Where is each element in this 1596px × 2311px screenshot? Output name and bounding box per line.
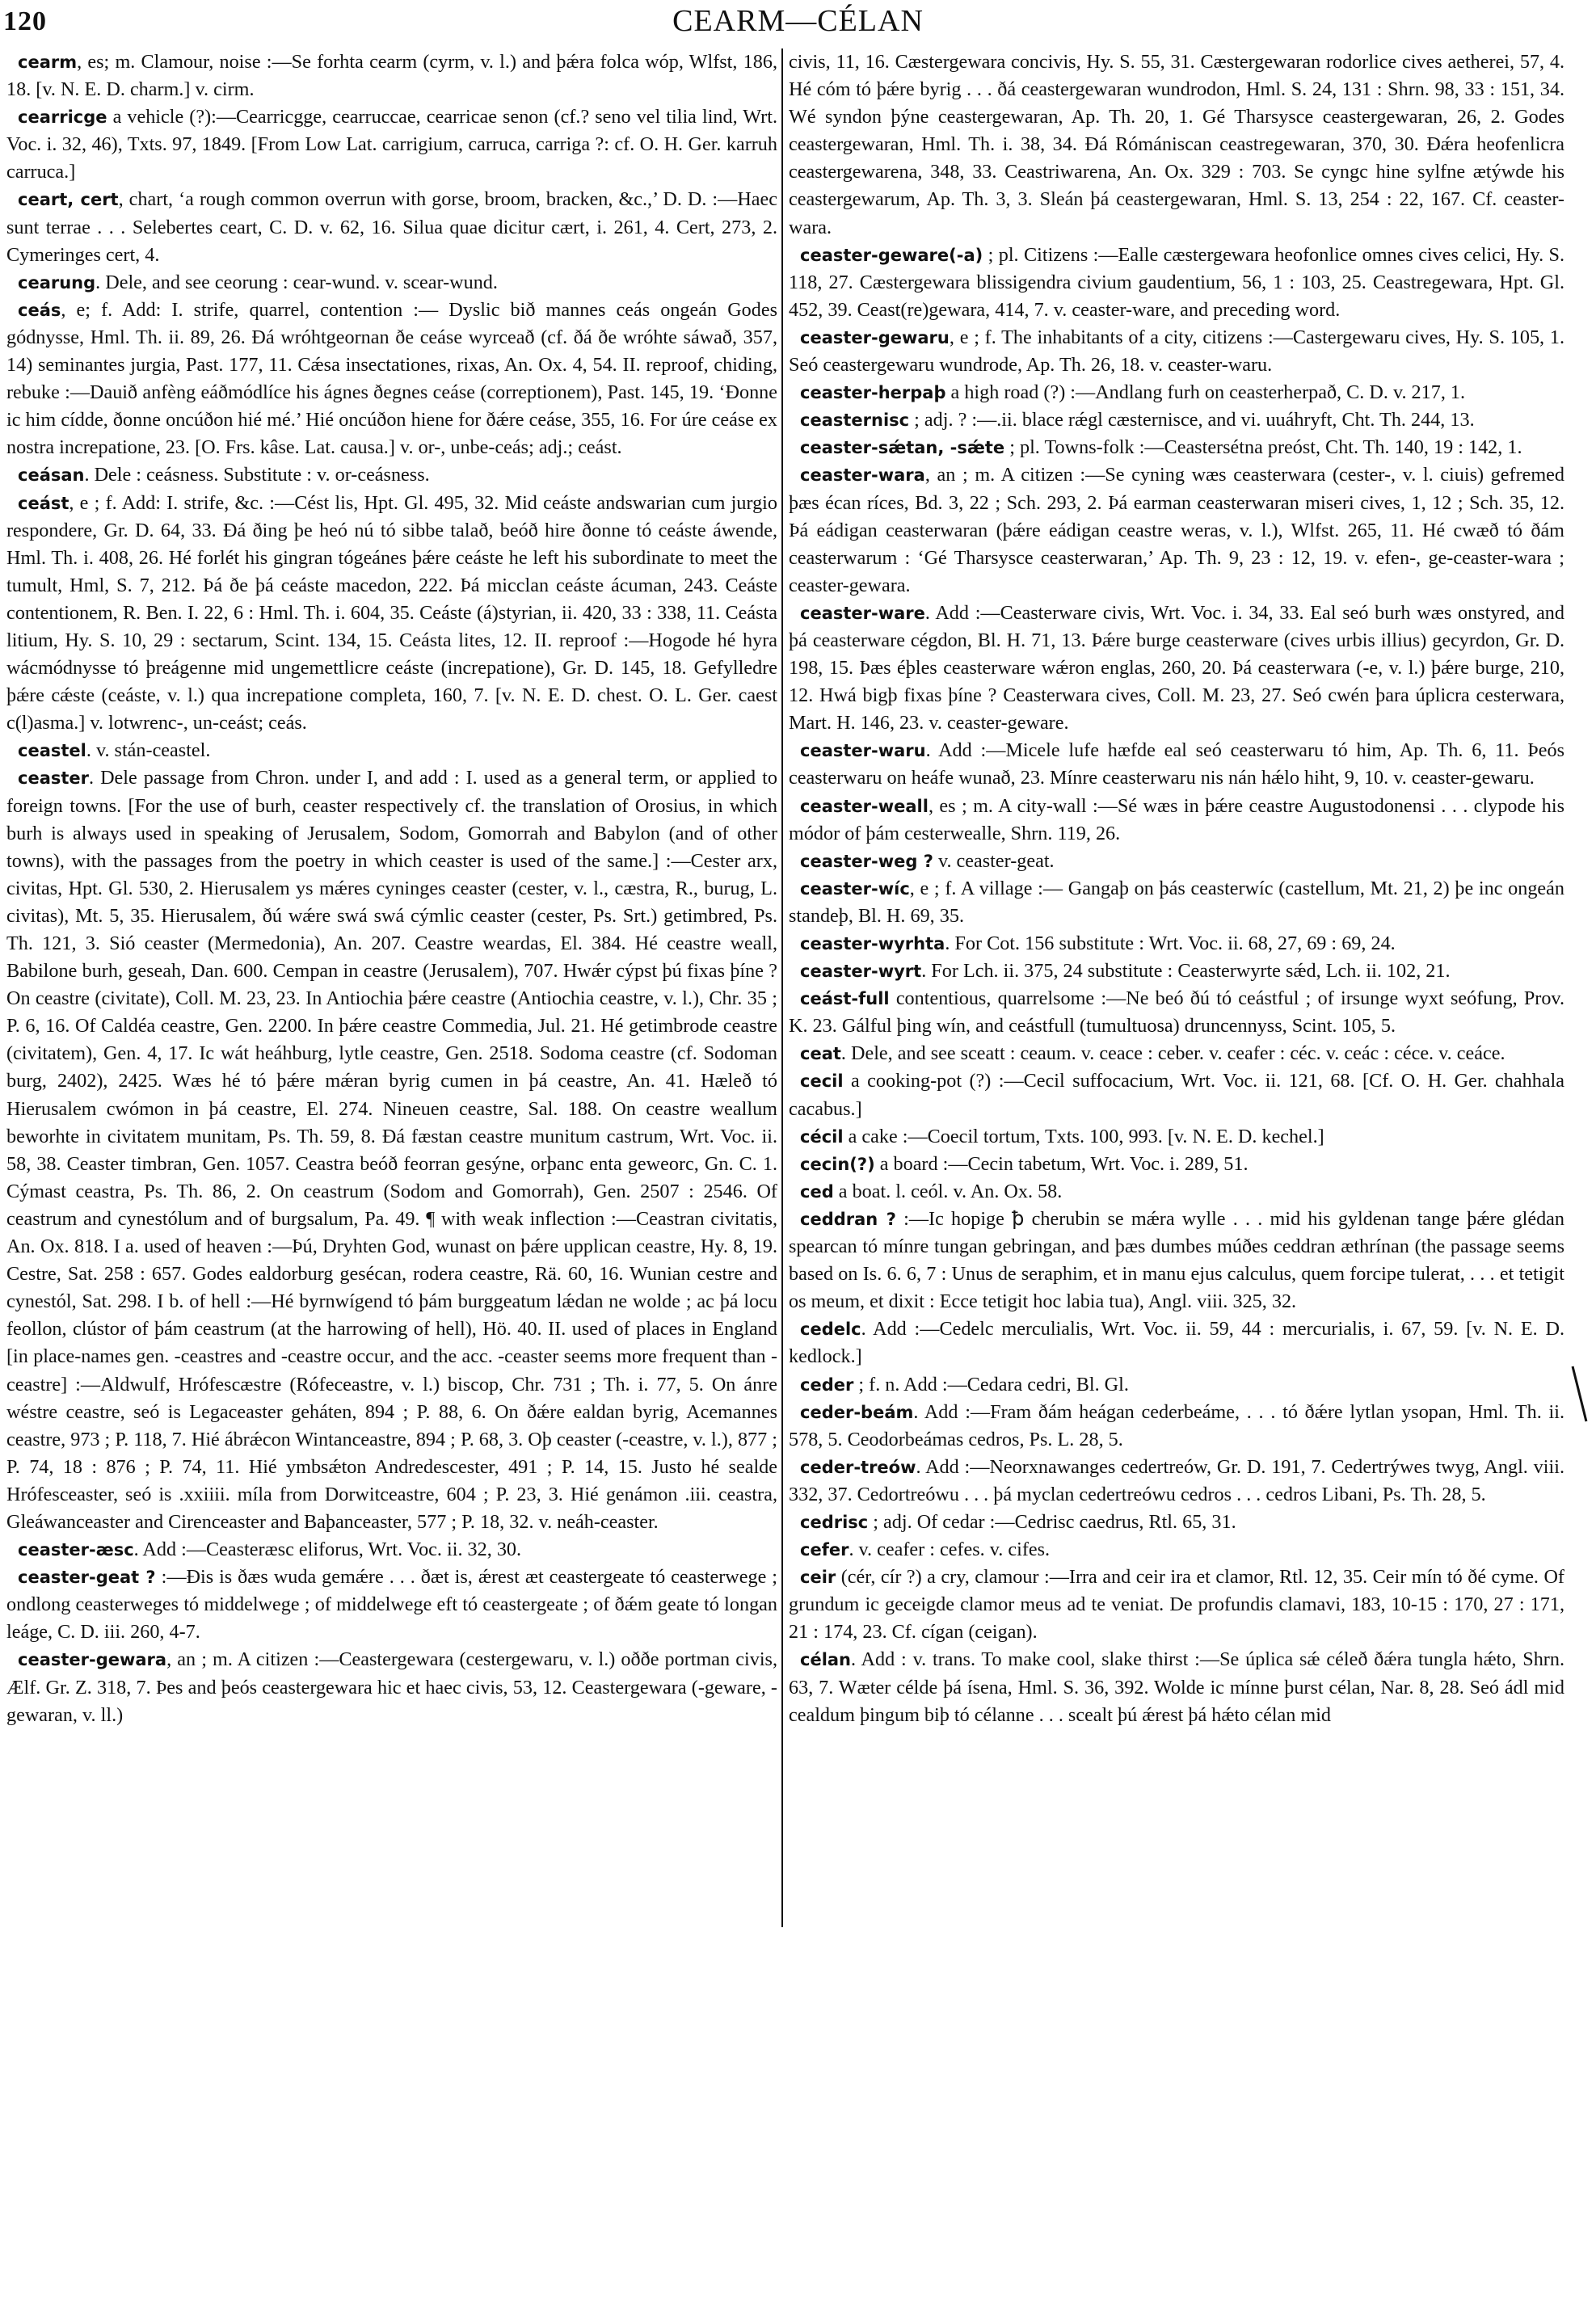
entry-body: . Add :—Micele lufe hæfde eal seó ceasterwaru tó him, Ap. Th. 6, 11. Þeós ceasterwaru on heáfe wunað, 23. Mínre ceasterwaru nis nán hǽlo hiht, 9, 10. v. ceaster-gewaru.	[789, 739, 1564, 789]
entry-headword: cécil	[800, 1126, 844, 1147]
entry-headword: ceasternisc	[800, 410, 910, 431]
dictionary-entry	[6, 48, 777, 103]
entry-body: a cooking-pot (?) :—Cecil suffocacium, Wrt. Voc. ii. 121, 68. [Cf. O. H. Ger. chahhala cacabus.]	[789, 1070, 1564, 1120]
dictionary-entry	[6, 764, 777, 1536]
entry-headword: ceaster-gewara	[18, 1650, 167, 1670]
dictionary-entry	[789, 1040, 1564, 1067]
entry-headword: ceaster-æsc	[18, 1540, 134, 1560]
entry-headword: ceaster-weg ?	[800, 851, 933, 871]
dictionary-entry	[789, 793, 1564, 848]
dictionary-entry	[6, 186, 777, 268]
entry-body: . For Lch. ii. 375, 24 substitute : Ceasterwyrte sǽd, Lch. ii. 102, 21.	[921, 960, 1451, 983]
entry-headword: cearricge	[18, 107, 107, 128]
entry-headword: ceaster-wyrhta	[800, 934, 945, 953]
entry-headword: ceaster-gewaru	[800, 327, 950, 347]
dictionary-entry	[789, 1178, 1564, 1206]
entry-headword: ceastel	[18, 741, 86, 761]
dictionary-entry	[789, 600, 1564, 737]
entry-headword: ceást	[18, 493, 69, 513]
entry-body: . Add :—Cedelc merculialis, Wrt. Voc. ii. 59, 44 : mercurialis, i. 67, 59. [v. N. E. D. kedlock.]	[789, 1318, 1564, 1368]
entry-headword: ceásan	[18, 465, 85, 486]
dictionary-entry	[6, 297, 777, 462]
dictionary-entry	[789, 48, 1564, 242]
entry-headword: ceat	[800, 1044, 841, 1064]
entry-body: a boat. l. ceól. v. An. Ox. 58.	[833, 1180, 1063, 1202]
entry-body: . Add :—Neorxnawanges cedertreów, Gr. D. 191, 7. Cedertrýwes twyg, Angl. viii. 332, 37. Cedortreówu . . . þá myclan cedertreówu cedros . . . cedros Libani, Ps. Th. 28, 5.	[789, 1455, 1564, 1505]
entry-body: . Dele passage from Chron. under I, and add : I. used as a general term, or applied to foreign towns. [For the use of burh, ceaster respectively cf. the translation of Orosius, in which burh is always used in speaking of Jerusalem, Sodom, Gomorrah and Babylon (and of other towns), with the passages from the poetry in which ceaster is used of the same.] :—Cester arx, civitas, Hpt. Gl. 530, 2. Hierusalem ys mǽres cyninges ceaster (cester, v. l., cæstra, R., burug, L. civitas), Mt. 5, 35. Hierusalem, ðú wǽre swá swá cýmlic ceaster (cester, Ps. Srt.) getimbred, Ps. Th. 121, 3. Sió ceaster (Mermedonia), An. 207. Ceastre weardas, El. 384. Hé ceastre weall, Babilone burh, geseah, Dan. 600. Cempan in ceastre (Jerusalem), 707. Hwǽr cýpst þú fixas þíne ? On ceastre (civitate), Coll. M. 23, 23. In Antiochia þǽre ceastre (Antiochia ceastre, v. l.), Chr. 35 ; P. 6, 16. Of Caldéa ceastre, Gen. 2200. In þǽre ceastre Commedia, Jul. 21. Hé getimbrode ceastre (civitatem), Gen. 4, 17. Ic wát heáhburg, lytle ceastre, Gen. 2518. Sodoma ceastre (cf. Sodoman burg, 2402), 2425. Wæs hé tó þǽre mǽran byrig cumen in þá ceastre, An. 41. Hæleð tó Hierusalem cwómon in þá ceastre, El. 274. Nineuen ceastre, Sal. 188. On ceastre weallum beworhte in civitatem munitam, Ps. Th. 59, 8. Ðá fæstan ceastre munitum castrum, Wrt. Voc. ii. 58, 38. Ceaster timbran, Gen. 1057. Ceastra beóð feorran gesýne, orþanc enta geweorc, Gn. C. 1. Cýmast ceastra, Ps. Th. 86, 2. On ceastrum (Sodom and Gomorrah), Gen. 2507 : 2546. Of ceastrum and cynestólum and of burgsalum, Pa. 49. ¶ with weak inflection :—Ceastran civitatis, An. Ox. 818. I a. used of heaven :—Þú, Dryhten God, wunast on þǽre upplican ceastre, Hy. 8, 19. Cestre, Sat. 258 : 657. Godes ealdorburg gesécan, rodera ceastre, Rä. 60, 16. Wunian cestre and cynestól, Sat. 298. I b. of hell :—Hé byrnwígend tó þám burggeatum lǽdan ne wolde ; ac þá locu feollon, clústor of þám ceastrum (at the harrowing of hell), Hö. 40. II. used of places in England [in place-names gen. -ceastres and -ceastre occur, and the acc. -ceaster seems more frequent than -ceastre] :—Aldwulf, Hrófescæstre (Rófeceastre, v. l.) biscop, Chr. 731 ; Th. i. 77, 5. On ánre wéstre ceastre, seó is Legaceaster geháten, 894 ; P. 88, 6. On ðǽre ealdan byrig, Acemannes ceastre, 973 ; P. 118, 7. Hié ábrǽcon Wintanceastre, 894 ; P. 68, 3. Oþ ceaster (-ceastre, v. l.), 877 ; P. 74, 18 : 876 ; P. 74, 11. Hié ymbsǽton Andredescester, 491 ; P. 14, 15. Justo hé sealde Hrófesceaster, seó is .xxiiii. míla from Dorwitceastre, 604 ; P. 23, 3. Hié genámon .iii. ceastra, Gleáwanceaster and Cirenceaster and Baþanceaster, 577 ; P. 18, 32. v. neáh-ceaster.	[6, 767, 777, 1533]
entry-body: (cér, cír ?) a cry, clamour :—Irra and ceir ira et clamor, Rtl. 12, 35. Ceir mín tó ðé cyme. Of grundum ic geceigde clamor meus ad te veniat. De profundis clamavi, 183, 10-15 : 170, 27 : 171, 21 : 174, 23. Cf. cígan (ceigan).	[789, 1566, 1564, 1644]
dictionary-entry	[789, 930, 1564, 958]
entry-body: , an ; m. A citizen :—Se cyning wæs ceasterwara (cester-, v. l. ciuis) gefremed þæs écan ríces, Bd. 3, 22 ; Sch. 293, 2. Þá earman ceasterwaran miseri cives, 1, 12 ; Sch. 35, 12. Þá eádigan ceasterwaran (þǽre eádigan ceastre weras, v. l.), Wlfst. 265, 11. Hé cwæð tó ðám ceasterwarum : ‘Gé Tharsysce ceasterwaran,’ Ap. Th. 9, 23 : 12, 19. v. efen-, ge-ceaster-wara ; ceaster-gewara.	[789, 464, 1564, 596]
dictionary-entry	[789, 1399, 1564, 1454]
entry-body: , chart, ‘a rough common overrun with gorse, broom, bracken, &c.,’ D. D. :—Haec sunt terrae . . . Selebertes ceart, C. D. v. 62, 16. Silua quae dicitur cært, i. 261, 4. Cert, 273, 2. Cymeringes cert, 4.	[6, 188, 777, 266]
entry-headword: ceaster-wíc	[800, 878, 910, 899]
entry-headword: ceart, cert	[18, 190, 119, 210]
entry-body: :—Ic hopige ꝥ cherubin se mǽra wylle . . . mid his gyldenan tange þǽre glédan spearcan tó mínre tungan gebringan, and þæs dumbes múðes ceddran æthrínan (the passage seems based on Is. 6. 6, 7 : Unus de seraphim, et in manu ejus calculus, quem forcipe tulerat, . . . et tetigit os meum, et dixit : Ecce tetigit hoc labia tua), Angl. viii. 325, 32.	[789, 1207, 1564, 1313]
entry-body: . Add :—Ceasteræsc eliforus, Wrt. Voc. ii. 32, 30.	[133, 1539, 522, 1561]
entry-headword: cedelc	[800, 1320, 861, 1340]
dictionary-entry	[6, 103, 777, 186]
dictionary-entry	[789, 1454, 1564, 1509]
entry-body: . v. stán-ceastel.	[86, 739, 211, 762]
entry-body: , e ; f. Add: I. strife, &c. :—Cést lis, Hpt. Gl. 495, 32. Mid ceáste andswarian cum jurgio respondere, Gr. D. 64, 33. Ðá ðing þe heó nú tó sibbe talað, beóð hire ðonne tó ceáste áwende, Hml. Th. i. 408, 26. Hé forlét his gingran tógeánes þǽre ceáste he left his subordinate to meet the tumult, Hml, S. 7, 212. Þá ðe þá ceáste macedon, 222. Þá micclan ceáste ácuman, 243. Ceáste contentionem, R. Ben. I. 22, 6 : Hml. Th. i. 604, 35. Ceáste (á)styrian, ii. 420, 33 : 338, 11. Ceásta litium, Hy. S. 10, 29 : sectarum, Scint. 134, 15. Ceásta lites, 12. II. reproof :—Hogode hé hyra wácmódnysse tó þreágenne mid ungemettlicre ceáste (increpatione), Gr. D. 145, 18. Gefylledre þǽre cǽste (ceáste, v. l.) qua increpatione completa, 160, 7. [v. N. E. D. chest. O. L. Ger. caest c(l)asma.] v. lotwrenc-, un-ceást; ceás.	[6, 491, 777, 735]
dictionary-entry	[789, 737, 1564, 792]
dictionary-entry	[789, 1067, 1564, 1122]
dictionary-entry	[6, 461, 777, 489]
column-divider	[781, 48, 783, 1927]
entry-body: a cake :—Coecil tortum, Txts. 100, 993. [v. N. E. D. kechel.]	[843, 1125, 1324, 1147]
entry-headword: ceaster-wara	[800, 465, 925, 486]
entry-body: ; adj. ? :—.ii. blace rǽgl cæsternisce, and vi. uuáhryft, Cht. Th. 244, 13.	[909, 409, 1475, 431]
entry-body: . For Cot. 156 substitute : Wrt. Voc. ii. 68, 27, 69 : 69, 24.	[945, 932, 1396, 954]
entry-headword: ceder-beám	[800, 1402, 914, 1422]
entry-headword: ceaster-waru	[800, 741, 926, 761]
entry-body: , e ; f. A village :— Gangaþ on þás ceasterwíc (castellum, Mt. 21, 2) þe inc ongeán standeþ, Bl. H. 69, 35.	[789, 877, 1564, 927]
entry-headword: ceaster-ware	[800, 603, 925, 623]
entry-body: , e ; f. The inhabitants of a city, citizens :—Castergewaru cives, Hy. S. 105, 1. Seó ceastergewaru wundrode, Ap. Th. 26, 18. v. ceaster-waru.	[789, 326, 1564, 377]
entry-body: contentious, quarrelsome :—Ne beó ðú tó ceástful ; of irsunge wyxt seófung, Prov. K. 23. Gálful þing wín, and ceástfull (tumultuosa) druncennyss, Scint. 105, 5.	[789, 987, 1564, 1038]
dictionary-entry	[789, 1123, 1564, 1151]
page-header	[0, 0, 1596, 40]
entry-headword: célan	[800, 1650, 852, 1670]
dictionary-entry	[789, 1536, 1564, 1564]
entry-body: . Add :—Ceasterware civis, Wrt. Voc. i. 34, 33. Eal seó burh wæs onstyred, and þá ceasterware cégdon, Bl. H. 71, 13. Þǽre burge ceasterware (cives urbis illius) gecyrdon, Gr. D. 198, 15. Þæs éþles ceasterware wǽron englas, 260, 20. Þá ceasterwara (-e, v. l.) þǽre burge, 210, 12. Hwá bigþ fixas þíne ? Ceasterwara cives, Coll. M. 23, 27. Seó cwén þara úplicra cesterwara, Mart. H. 146, 23. v. ceaster-geware.	[789, 601, 1564, 735]
right-column	[789, 48, 1564, 1729]
running-head: CEARM—CÉLAN	[672, 4, 924, 38]
entry-headword: cecil	[800, 1071, 844, 1092]
entry-headword: ceder	[800, 1374, 854, 1395]
entry-body: ; adj. Of cedar :—Cedrisc caedrus, Rtl. 65, 31.	[868, 1510, 1236, 1533]
dictionary-entry	[789, 958, 1564, 985]
entry-body: , es; m. Clamour, noise :—Se forhta cearm (cyrm, v. l.) and þǽra folca wóp, Wlfst, 186, 18. [v. N. E. D. charm.] v. cirm.	[6, 51, 777, 101]
dictionary-entry	[789, 1646, 1564, 1728]
page-number: 120	[3, 6, 47, 36]
entry-body: . Dele, and see ceorung : cear-wund. v. scear-wund.	[95, 271, 498, 293]
dictionary-entry	[789, 1151, 1564, 1178]
left-column	[6, 48, 777, 1729]
entry-body: ; f. n. Add :—Cedara cedri, Bl. Gl.	[853, 1373, 1129, 1395]
dictionary-entry	[6, 1564, 777, 1646]
dictionary-entry	[789, 242, 1564, 324]
entry-headword: ceaster-herpaþ	[800, 383, 946, 403]
entry-body: a high road (?) :—Andlang furh on ceasterherpað, C. D. v. 217, 1.	[945, 381, 1466, 404]
dictionary-entry	[789, 1509, 1564, 1536]
dictionary-entry	[789, 1206, 1564, 1315]
entry-headword: cearm	[18, 53, 78, 72]
entry-headword: ceaster	[18, 768, 89, 789]
dictionary-entry	[789, 1371, 1564, 1399]
stray-pen-mark	[1572, 1366, 1588, 1422]
dictionary-entry	[789, 406, 1564, 434]
dictionary-entry	[789, 434, 1564, 461]
dictionary-entry	[789, 461, 1564, 599]
entry-body: , an ; m. A citizen :—Ceastergewara (cestergewaru, v. l.) oððe portman civis, Ælf. Gr. Z. 318, 7. Þes and þeós ceastergewara hic et haec civis, 53, 12. Ceastergewara (-geware, -gewaran, v. ll.)	[6, 1648, 777, 1726]
dictionary-entry	[6, 737, 777, 764]
dictionary-entry	[789, 1315, 1564, 1370]
entry-body: . v. ceafer : cefes. v. cifes.	[849, 1539, 1051, 1561]
entry-body: . Dele, and see sceatt : ceaum. v. ceace : ceber. v. ceafer : céc. v. ceác : céce. v. ceáce.	[840, 1042, 1505, 1065]
entry-headword: cecin(?)	[800, 1154, 875, 1174]
dictionary-entry	[789, 1564, 1564, 1646]
entry-headword: ceir	[800, 1568, 836, 1588]
entry-headword: ceás	[18, 300, 61, 320]
dictionary-entry	[6, 269, 777, 297]
entry-body: :—Ðis is ðæs wuda gemǽre . . . ðæt is, ǽrest æt ceastergeate tó ceasterwege ; ondlong ceasterweges tó middelwege ; of middelwege eft tó ceastergeate ; of ðǽm geate tó longan leáge, C. D. iii. 260, 4-7.	[6, 1566, 777, 1644]
entry-headword: cearung	[18, 272, 96, 293]
entry-body: a vehicle (?):—Cearricgge, cearruccae, cearricae senon (cf.? seno vel tilia lind, Wrt. Voc. i. 32, 46), Txts. 97, 1849. [From Low Lat. carrigium, carruca, carriga ?: cf. O. H. Ger. karruh carruca.]	[6, 106, 777, 183]
entry-headword: cefer	[800, 1540, 849, 1560]
entry-body: , es ; m. A city-wall :—Sé wæs in þǽre ceastre Augustodonensi . . . clypode his módor of þám cesterwealle, Shrn. 119, 26.	[789, 794, 1564, 844]
entry-body: , e; f. Add: I. strife, quarrel, contention :— Dyslic bið mannes ceás ongeán Godes gódnysse, Hml. Th. ii. 89, 26. Ðá wróhtgeornan ðe ceáse wyrceað (cf. ðá ðe wróhte sáwað, 357, 14) seminantes jurgia, Past. 177, 11. Cǽsa insectationes, rixas, An. Ox. 4, 54. II. reproof, chiding, rebuke :—Dauið anfèng eáðmódlíce his ágnes ðegnes ceáse (correptionem), Past. 145, 19. ‘Ðonne ic him cídde, ðonne oncúðon hié mé.’ Hié oncúðon hiene for ðǽre ceáse, 355, 16. For úre ceáse ex nostra increpatione, 23. [O. Frs. kâse. Lat. causa.] v. or-, unbe-ceás; adj.; ceást.	[6, 298, 777, 459]
dictionary-entry	[6, 1536, 777, 1564]
entry-headword: ceder-treów	[800, 1457, 916, 1477]
entry-body: . Add : v. trans. To make cool, slake thirst :—Se úplica sǽ céleð ðǽra tungla hǽto, Shrn. 63, 7. Wæter célde þá ísena, Hml. S. 36, 392. Wolde ic mínne þurst célan, Nar. 8, 28. Seó ádl mid cealdum þingum biþ tó célanne . . . scealt þú ǽrest þá hǽto célan mid	[789, 1648, 1564, 1726]
entry-body: v. ceaster-geat.	[933, 849, 1055, 872]
dictionary-entry	[6, 490, 777, 738]
dictionary-entry	[789, 379, 1564, 406]
entry-headword: ceaster-geware(-a)	[800, 245, 983, 265]
dictionary-entry	[789, 875, 1564, 930]
entry-headword: ceaster-wyrt	[800, 962, 922, 982]
entry-headword: ceaster-weall	[800, 796, 929, 816]
dictionary-entry	[6, 1646, 777, 1728]
dictionary-entry	[789, 324, 1564, 379]
entry-body: ; pl. Citizens :—Ealle cæstergewara heofonlice omnes cives celici, Hy. S. 118, 27. Cæstergewara blissigendra civium gaudentium, 56, 1 : 103, 25. Ceastregewara, Hpt. Gl. 452, 39. Ceast(re)gewara, 414, 7. v. ceaster-ware, and preceding word.	[789, 243, 1564, 321]
entry-headword: cedrisc	[800, 1512, 869, 1532]
entry-body: ; pl. Towns-folk :—Ceastersétna preóst, Cht. Th. 140, 19 : 142, 1.	[1004, 436, 1522, 459]
entry-headword: ceaster-sǽtan, -sǽte	[800, 438, 1005, 458]
dictionary-entry	[789, 985, 1564, 1040]
entry-headword: ced	[800, 1181, 834, 1202]
entry-headword: ceddran ?	[800, 1209, 896, 1229]
entry-headword: ceaster-geat ?	[18, 1568, 156, 1588]
entry-headword: ceást-full	[800, 989, 890, 1009]
entry-body: a board :—Cecin tabetum, Wrt. Voc. i. 289, 51.	[874, 1152, 1249, 1175]
entry-body: civis, 11, 16. Cæstergewara concivis, Hy. S. 55, 31. Cæstergewaran rodorlice cives aetherei, 57, 4. Hé cóm tó þǽre byrig . . . ðá ceastergewaran wundrodon, Hml. S. 24, 131 : Shrn. 98, 33 : 151, 34. Wé syndon þýne ceastergewaran, Ap. Th. 20, 1. Gé Tharsysce ceastergewaran, 26, 2. Godes ceastergewaran, Hml. Th. i. 38, 34. Ðá Rómániscan ceastregewaran, 370, 30. Ðǽra heofenlicra ceastergewarena, 348, 33. Ceastriwarena, An. Ox. 329 : 703. Se cyngc hine sylfne ætýwde his ceastergewarum, Ap. Th. 3, 3. Sleán þá ceastergewaran, Hml. S. 13, 254 : 22, 167. Cf. ceaster-wara.	[789, 51, 1564, 238]
entry-body: . Dele : ceásness. Substitute : v. or-ceásness.	[84, 464, 430, 486]
dictionary-entry	[789, 848, 1564, 875]
entry-body: . Add :—Fram ðám heágan cederbeáme, . . . tó ðǽre lytlan ysopan, Hml. Th. ii. 578, 5. Ceodorbeámas cedros, Ps. L. 28, 5.	[789, 1400, 1564, 1450]
